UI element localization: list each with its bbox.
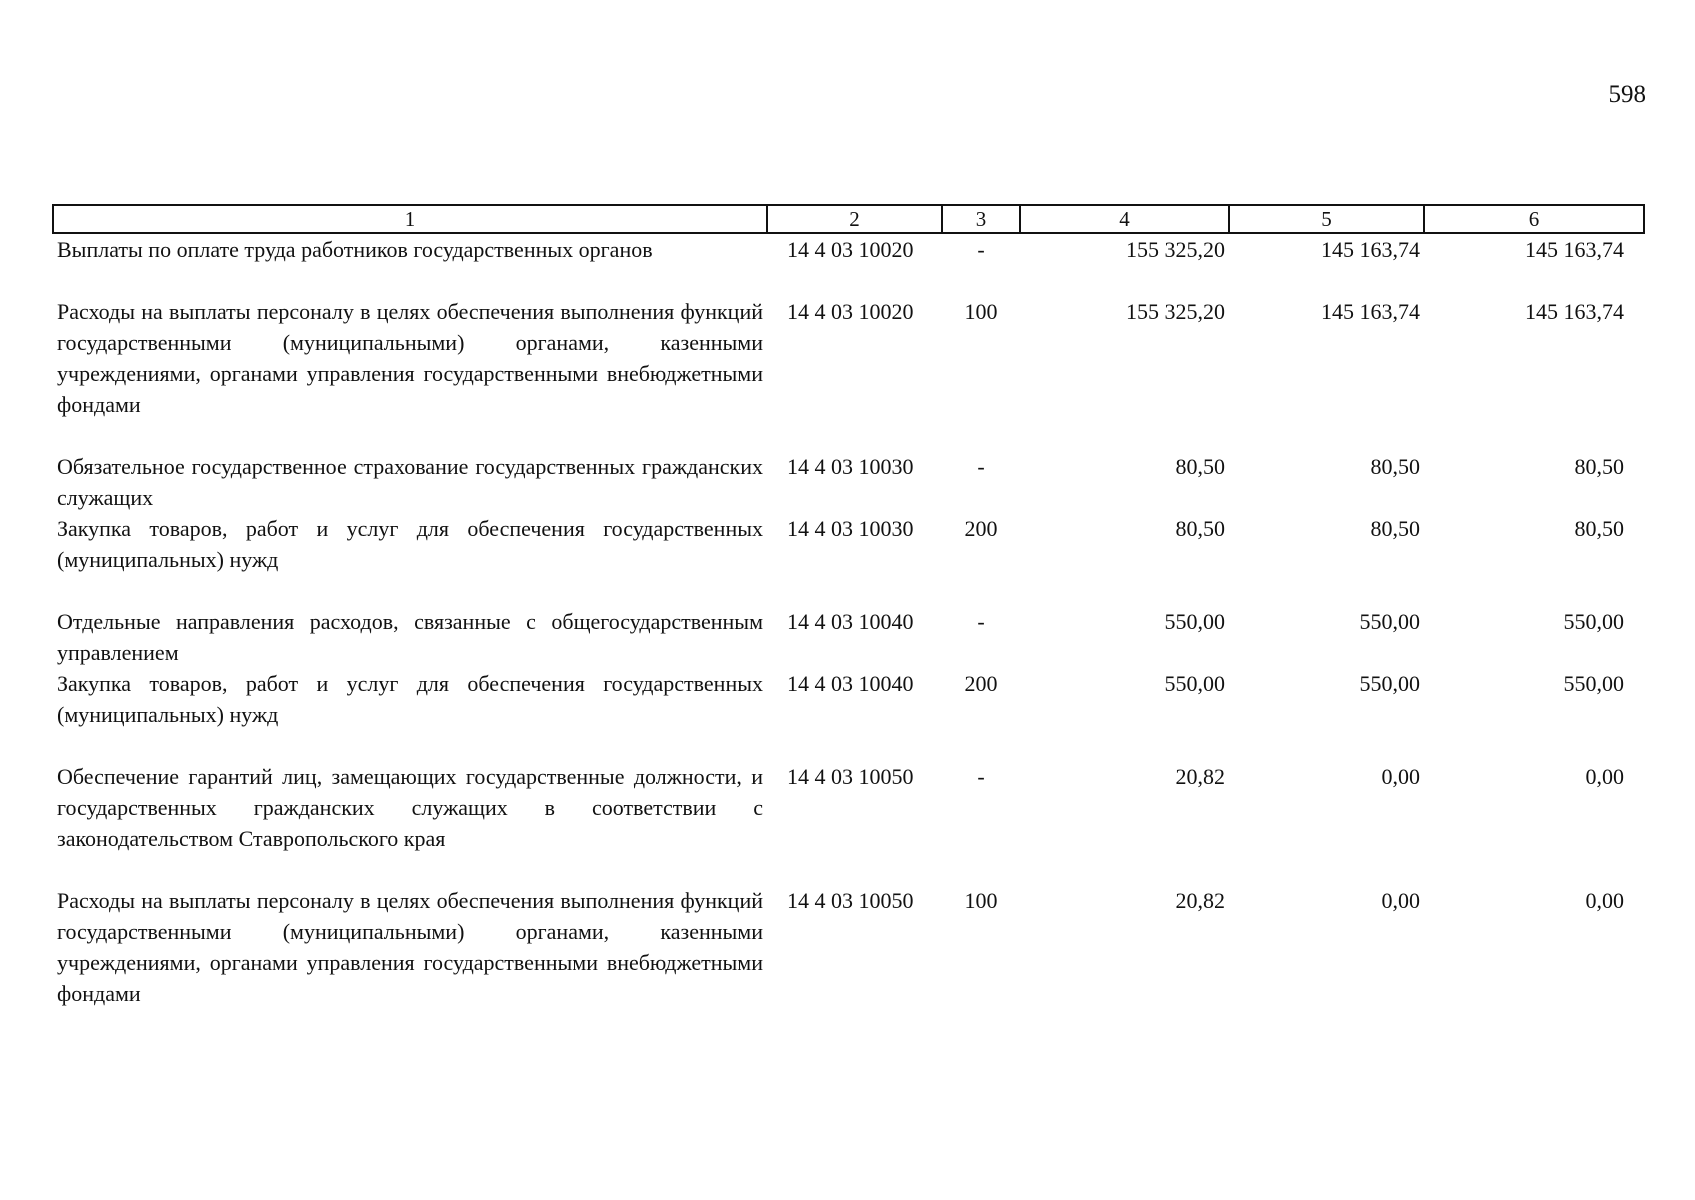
row-value-4: 550,00 bbox=[1164, 609, 1225, 634]
row-value-5: 145 163,74 bbox=[1321, 299, 1420, 324]
column-header-6: 6 bbox=[1424, 205, 1644, 233]
column-header-3: 3 bbox=[942, 205, 1020, 233]
row-value-5: 80,50 bbox=[1370, 516, 1420, 541]
row-expense-type: - bbox=[977, 237, 985, 262]
row-value-4: 20,82 bbox=[1175, 888, 1225, 913]
row-name: Выплаты по оплате труда работников государственных органов bbox=[57, 237, 653, 262]
row-name: Обеспечение гарантий лиц, замещающих государственные должности, и государственных гражданских служащих в соответствии с законодательством Ставропольского края bbox=[57, 764, 763, 851]
row-name: Закупка товаров, работ и услуг для обеспечения государственных (муниципальных) нужд bbox=[57, 516, 763, 572]
row-value-4: 155 325,20 bbox=[1126, 299, 1225, 324]
row-expense-type: 200 bbox=[964, 671, 998, 696]
column-number-header-row bbox=[53, 205, 1644, 233]
table-row bbox=[53, 296, 1644, 451]
row-value-4: 20,82 bbox=[1175, 764, 1225, 789]
row-code: 14 4 03 10040 bbox=[787, 671, 914, 696]
row-name: Расходы на выплаты персоналу в целях обеспечения выполнения функций государственными (муниципальными) органами, казенными учреждениями, органами управления государственными внебюджетными фондами bbox=[57, 888, 763, 1006]
row-value-5: 0,00 bbox=[1381, 764, 1420, 789]
row-value-6: 145 163,74 bbox=[1525, 299, 1624, 324]
table-row bbox=[53, 606, 1644, 668]
row-value-6: 550,00 bbox=[1563, 609, 1624, 634]
row-value-4: 155 325,20 bbox=[1126, 237, 1225, 262]
row-expense-type: - bbox=[977, 454, 985, 479]
page-number: 598 bbox=[1608, 81, 1646, 108]
column-header-1: 1 bbox=[53, 205, 767, 233]
row-value-4: 80,50 bbox=[1175, 454, 1225, 479]
table-row bbox=[53, 513, 1644, 606]
row-name: Расходы на выплаты персоналу в целях обеспечения выполнения функций государственными (муниципальными) органами, казенными учреждениями, органами управления государственными внебюджетными фондами bbox=[57, 299, 763, 417]
row-code: 14 4 03 10050 bbox=[787, 764, 914, 789]
column-header-4: 4 bbox=[1020, 205, 1229, 233]
row-value-5: 80,50 bbox=[1370, 454, 1420, 479]
row-value-6: 0,00 bbox=[1585, 764, 1624, 789]
row-code: 14 4 03 10050 bbox=[787, 888, 914, 913]
row-value-6: 550,00 bbox=[1563, 671, 1624, 696]
row-name: Закупка товаров, работ и услуг для обеспечения государственных (муниципальных) нужд bbox=[57, 671, 763, 727]
row-value-5: 550,00 bbox=[1359, 609, 1420, 634]
table-row bbox=[53, 451, 1644, 513]
column-header-2: 2 bbox=[767, 205, 942, 233]
row-value-6: 80,50 bbox=[1574, 516, 1624, 541]
row-value-4: 80,50 bbox=[1175, 516, 1225, 541]
row-value-5: 550,00 bbox=[1359, 671, 1420, 696]
table-row bbox=[53, 885, 1644, 1009]
row-code: 14 4 03 10020 bbox=[787, 299, 914, 324]
row-value-6: 80,50 bbox=[1574, 454, 1624, 479]
table-row bbox=[53, 668, 1644, 761]
row-code: 14 4 03 10020 bbox=[787, 237, 914, 262]
table-row bbox=[53, 761, 1644, 885]
row-expense-type: - bbox=[977, 764, 985, 789]
row-value-6: 0,00 bbox=[1585, 888, 1624, 913]
row-expense-type: - bbox=[977, 609, 985, 634]
row-value-6: 145 163,74 bbox=[1525, 237, 1624, 262]
row-value-4: 550,00 bbox=[1164, 671, 1225, 696]
row-code: 14 4 03 10040 bbox=[787, 609, 914, 634]
table-row bbox=[53, 233, 1644, 296]
row-value-5: 0,00 bbox=[1381, 888, 1420, 913]
row-name: Отдельные направления расходов, связанные с общегосударственным управлением bbox=[57, 609, 763, 665]
row-expense-type: 100 bbox=[964, 888, 998, 913]
column-header-5: 5 bbox=[1229, 205, 1424, 233]
row-value-5: 145 163,74 bbox=[1321, 237, 1420, 262]
budget-table bbox=[52, 204, 1645, 1009]
row-name: Обязательное государственное страхование государственных гражданских служащих bbox=[57, 454, 763, 510]
row-code: 14 4 03 10030 bbox=[787, 454, 914, 479]
row-expense-type: 200 bbox=[964, 516, 998, 541]
row-expense-type: 100 bbox=[964, 299, 998, 324]
row-code: 14 4 03 10030 bbox=[787, 516, 914, 541]
